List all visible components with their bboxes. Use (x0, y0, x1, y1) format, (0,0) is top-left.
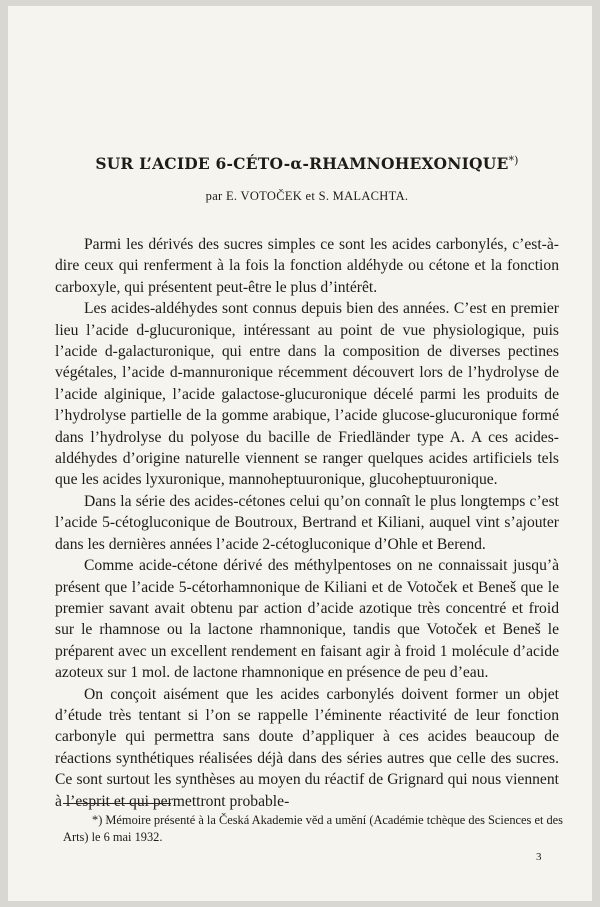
footnote-divider (63, 803, 171, 804)
document-page (8, 6, 592, 901)
paragraph: Comme acide-cétone dérivé des méthylpentoses on ne connaissait jusqu’à présent que l’acide 5-cétorhamnonique de Kiliani et de Votoček et Beneš que le premier savant avait obtenu par action d’acide azotique très concentré et froid sur le rhamnose ou la lactone rhamnonique, tandis que Votoček et Beneš le préparent avec un excellent rendement en faisant agir à froid 1 molécule d’acide azoteux sur 1 mol. de lactone rhamnonique en présence de peu d’eau. (55, 557, 559, 682)
article (55, 154, 559, 812)
footnote-marker: *) (508, 154, 519, 167)
paragraph: Les acides-aldéhydes sont connus depuis bien des années. C’est en premier lieu l’acide d-glucuronique, intéressant au point de vue physiologique, puis l’acide d-galacturonique, qui entre dans la composition de diverses pectines végétales, l’acide d-mannuronique récemment découvert lors de l’hydrolyse de l’acide alginique, l’acide galactose-glucuronique décelé parmi les produits de l’hydrolyse partielle de la gomme arabique, l’acide glucose-glucuronique formé dans l’hydrolyse du polyose du bacille de Friedländer type A. A ces acides-aldéhydes d’origine naturelle viennent se ranger quelques acides artificiels tels que les acides lyxuronique, mannoheptuuronique, glucoheptuuronique. (55, 300, 559, 489)
byline: par E. VOTOČEK et S. MALACHTA. (205, 189, 409, 203)
paragraph: On conçoit aisément que les acides carbonylés doivent former un objet d’étude très tentant si l’on se rappelle l’éminente réactivité de leur fonction carbonyle qui permettra sans doute d’appliquer à ces acides beaucoup de réactions synthétiques réalisées déjà dans des séries autres que celle des sucres. Ce sont surtout les synthèses au moyen du réactif de Grignard qui nous viennent à l’esprit et qui permettront probable- (55, 685, 559, 810)
paragraph: Parmi les dérivés des sucres simples ce sont les acides carbonylés, c’est-à-dire ceux qui renferment à la fois la fonction aldéhyde ou cétone et la fonction carboxyle, qui présentent peut-être le plus d’intérêt. (55, 236, 559, 296)
page-number: 3 (536, 851, 542, 863)
article-body (55, 234, 559, 812)
article-title-text: SUR L’ACIDE 6-CÉTO-α-RHAMNOHEXONIQUE (95, 154, 509, 173)
paragraph: Dans la série des acides-cétones celui qu’on connaît le plus longtemps c’est l’acide 5-cétogluconique de Boutroux, Bertrand et Kiliani, auquel vint s’ajouter dans les dernières années l’acide 2-cétogluconique d’Ohle et Berend. (55, 492, 559, 553)
footnote: *) Mémoire présenté à la Česká Akademie věd a umění (Académie tchèque des Sciences et des Arts) le 6 mai 1932. (63, 813, 564, 844)
article-title (55, 154, 559, 173)
